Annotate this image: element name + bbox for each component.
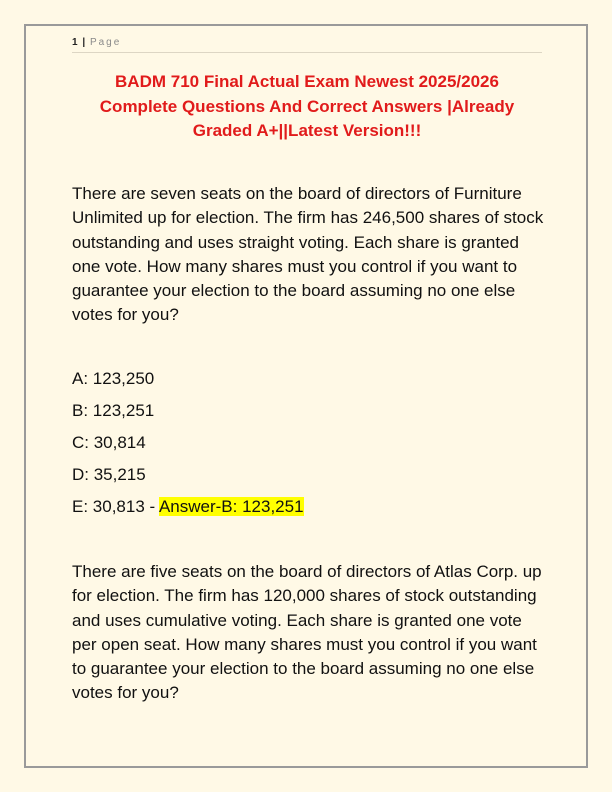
header-separator: | [82,37,86,48]
title-line-1: BADM 710 Final Actual Exam Newest 2025/2026 [115,72,499,91]
question-1-options [72,367,304,527]
question-1-text: There are seven seats on the board of directors of Furniture Unlimited up for election. The firm has 246,500 shares of stock outstanding and uses straight voting. Each share is granted one vote. How many shares must you control if you want to guarantee your election to the board assuming no one else votes for you? [72,184,544,325]
title-line-2: Complete Questions And Correct Answers |Already [99,96,515,116]
option-e [72,495,304,527]
page-number: 1 [72,37,78,48]
answer-highlight: Answer-B: 123,251 [158,497,304,516]
option-d: D: 35,215 [72,465,146,484]
page-label: Page [89,37,122,48]
option-b: B: 123,251 [72,401,155,420]
question-2-text: There are five seats on the board of directors of Atlas Corp. up for election. The firm has 120,000 shares of stock outstanding and uses cumulative voting. Each share is granted one vote per open seat. How many shares must you control if you want to guarantee your election to the board assuming no one else votes for you? [72,562,542,703]
option-a: A: 123,250 [72,369,155,388]
page-header [72,36,542,53]
document-title [72,70,542,144]
option-e-label: E: 30,813 - [72,497,159,516]
option-c: C: 30,814 [72,433,146,452]
title-line-3: Graded A+||Latest Version!!! [192,121,422,140]
